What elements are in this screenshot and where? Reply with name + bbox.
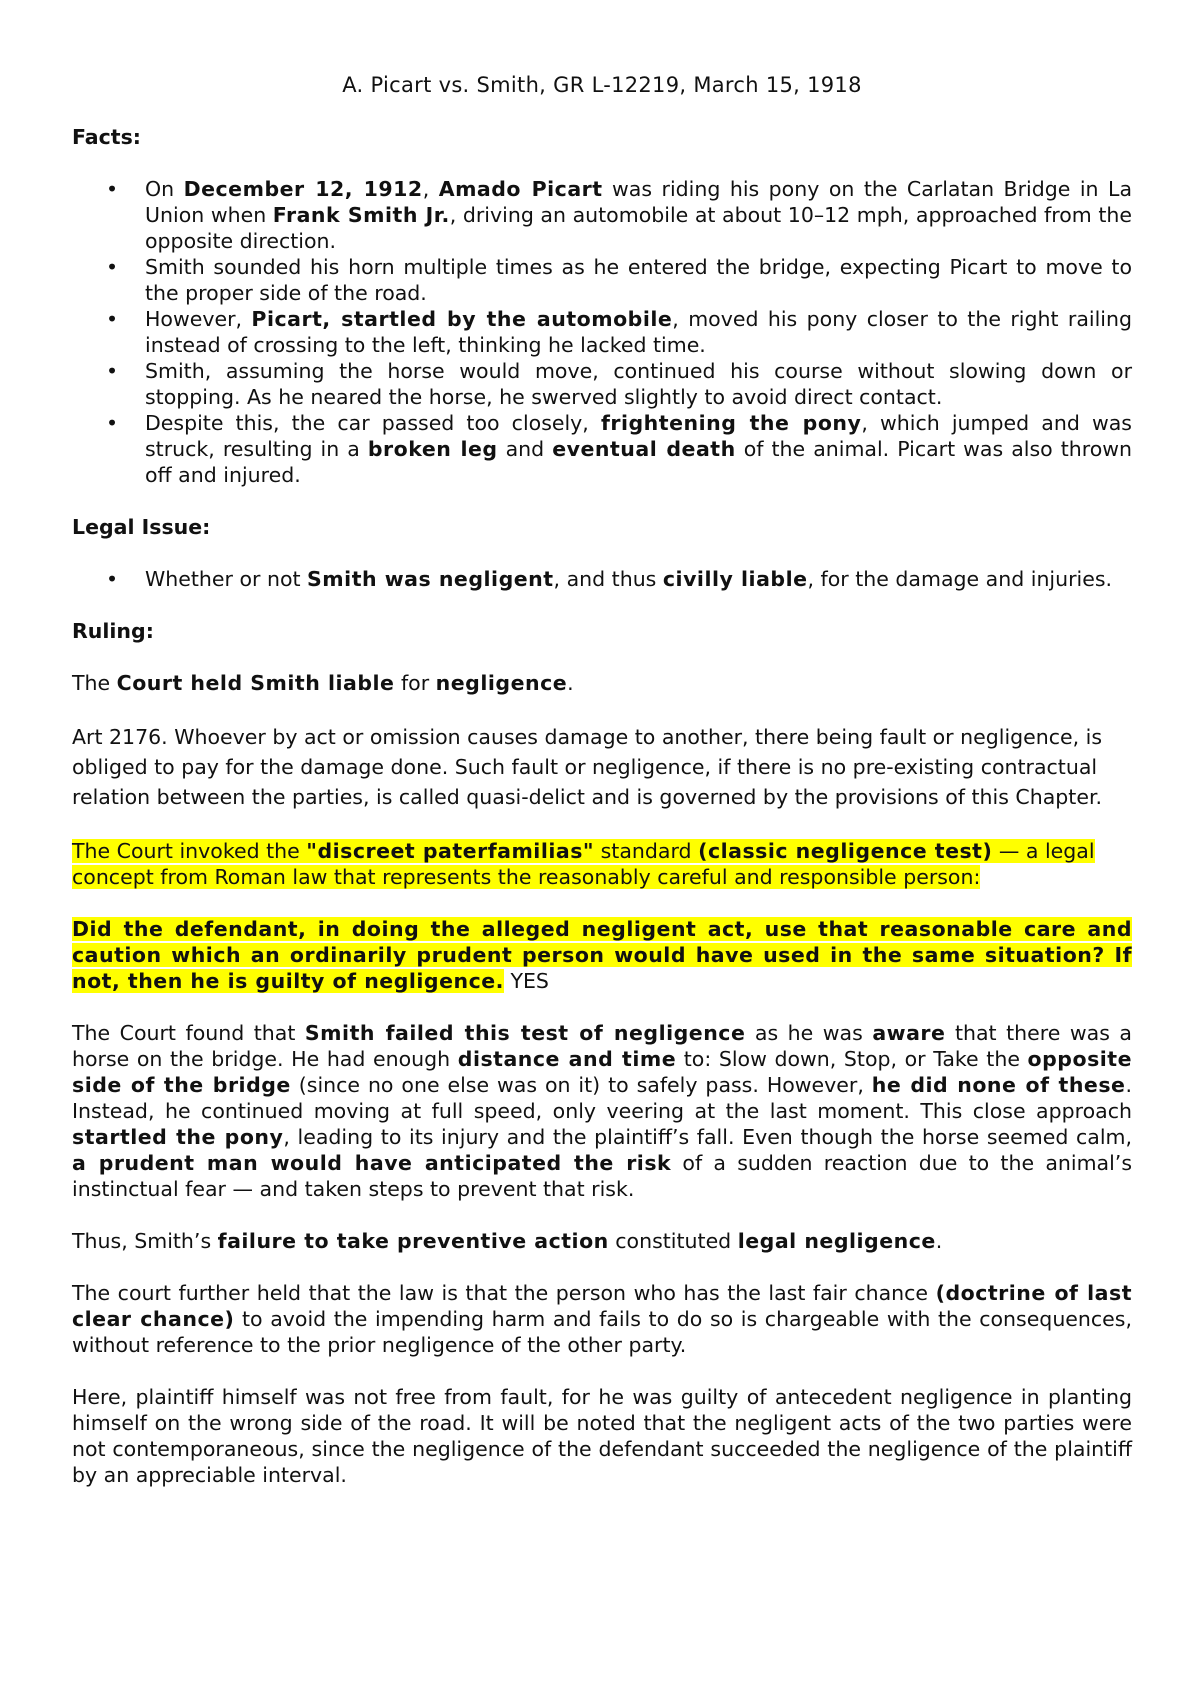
fact-item: • Smith sounded his horn multiple times as he entered the bridge, expecting Picart to move to the proper side of the road. xyxy=(72,254,1132,306)
fact-item: • However, Picart, startled by the automobile, moved his pony closer to the right railing instead of crossing to the left, thinking he lacked time. xyxy=(72,306,1132,358)
article-2176-text: Art 2176. Whoever by act or omission causes damage to another, there being fault or negligence, is obliged to pay for the damage done. Such fault or negligence, if there is no pre-existing contractual relation between the parties, is called quasi-delict and is governed by the provisions of this Chapter. xyxy=(72,725,1103,809)
antecedent-negligence-paragraph: Here, plaintiff himself was not free from fault, for he was guilty of antecedent negligence in planting himself on the wrong side of the road. It will be noted that the negligent acts of the two parties were not contemporaneous, since the negligence of the defendant succeeded the negligence of the plaintiff by an appreciable interval. xyxy=(72,1385,1132,1487)
last-clear-chance-paragraph: The court further held that the law is that the person who has the last fair chance (doctrine of last clear chance) to avoid the impending harm and fails to do so is chargeable with the consequences, without reference to the prior negligence of the other party. xyxy=(72,1281,1132,1357)
ruling-heading: Ruling: xyxy=(72,619,154,643)
ruling-summary: The Court held Smith liable for negligence. xyxy=(72,671,574,695)
legal-issue-item: • Whether or not Smith was negligent, and thus civilly liable, for the damage and injuries. xyxy=(72,566,1132,592)
legal-issue-heading: Legal Issue: xyxy=(72,515,211,539)
facts-list xyxy=(72,176,1132,488)
legal-issue-list xyxy=(72,566,1132,592)
case-title: A. Picart vs. Smith, GR L-12219, March 15, 1918 xyxy=(342,73,862,97)
facts-heading: Facts: xyxy=(72,125,141,149)
fact-item: • Despite this, the car passed too closely, frightening the pony, which jumped and was struck, resulting in a broken leg and eventual death of the animal. Picart was also thrown off and injured. xyxy=(72,410,1132,488)
fact-item: • On December 12, 1912, Amado Picart was riding his pony on the Carlatan Bridge in La Union when Frank Smith Jr., driving an automobile at about 10–12 mph, approached from the opposite direction. xyxy=(72,176,1132,254)
conclusion-paragraph: Thus, Smith’s failure to take preventive action constituted legal negligence. xyxy=(72,1229,943,1253)
fact-item: • Smith, assuming the horse would move, continued his course without slowing down or stopping. As he neared the horse, he swerved slightly to avoid direct contact. xyxy=(72,358,1132,410)
court-finding-paragraph: The Court found that Smith failed this test of negligence as he was aware that there was a horse on the bridge. He had enough distance and time to: Slow down, Stop, or Take the opposite side of the bridge (since no one else was on it) to safely pass. However, he did none of these. Instead, he continued moving at full speed, only veering at the last moment. This close approach startled the pony, leading to its injury and the plaintiff’s fall. Even though the horse seemed calm, a prudent man would have anticipated the risk of a sudden reaction due to the animal’s instinctual fear — and taken steps to prevent that risk. xyxy=(72,1021,1133,1201)
paterfamilias-paragraph: The Court invoked the "discreet paterfamilias" standard (classic negligence test) — a legal concept from Roman law that represents the reasonably careful and responsible person: xyxy=(72,839,1095,889)
negligence-test-question: Did the defendant, in doing the alleged negligent act, use that reasonable care and caution which an ordinarily prudent person would have used in the same situation? If not, then he is guilty of negligence. YES xyxy=(72,917,1132,993)
